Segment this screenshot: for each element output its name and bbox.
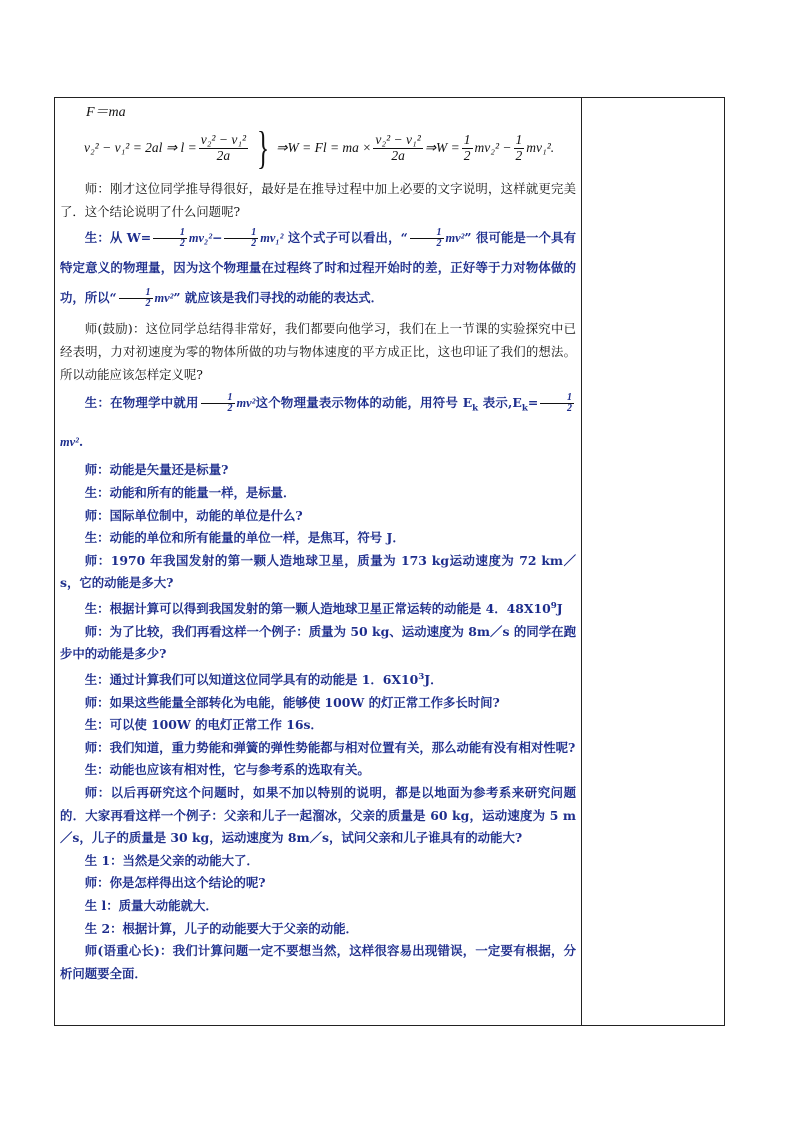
dialogue-line: 师：1970 年我国发射的第一颗人造地球卫星，质量为 173 kg运动速度为 72 km／s，它的动能是多大? [60, 552, 576, 591]
fraction-l: $\frac{\text{v₂² − v₁²}}{2a}$ [200, 132, 247, 163]
dialogue-line: 师：动能是矢量还是标量? [84, 462, 229, 478]
teacher-encouragement: 师(鼓励)：这位同学总结得非常好，我们都要向他学习，我们在上一节课的实验探究中已经表明，力对初速度为零的物体所做的功与物体速度的平方成正比，这也印证了我们的想法。所以动能应该怎样定义呢? [60, 321, 576, 382]
table-column-divider [581, 97, 582, 1026]
dialogue-line: 生：动能也应该有相对性，它与参考系的选取有关。 [84, 762, 370, 778]
dialogue-line: 生：可以使 100W 的电灯正常工作 16s． [84, 717, 323, 733]
lesson-content [60, 103, 576, 1018]
fraction-half-2: $\frac{1}{2}$ [515, 132, 523, 163]
fraction-ma: $\frac{\text{v₂² − v₁²}}{2a}$ [375, 132, 421, 163]
right-brace: } [257, 122, 270, 173]
dialogue-line: 师：我们知道，重力势能和弹簧的弹性势能都与相对位置有关，那么动能有没有相对性呢? [84, 739, 576, 755]
fraction-half-1: $\frac{1}{2}$ [463, 132, 471, 163]
dialogue-line: 师：以后再研究这个问题时，如果不加以特别的说明，都是以地面为参考系来研究问题的．大家再看这样一个例子：父亲和儿子一起溜冰，父亲的质量是 60 kg，运动速度为 5 m／s，儿子的质量是 30 kg，运动速度为 8m／s，试问父亲和儿子谁具有的动能大? [60, 785, 576, 846]
equation-derivation: v₂² − v₁² = 2al ⇒ l = $\frac{\text{v₂² − v₁²}}{2a}$ } ⇒W = Fl = ma × $\frac{\text{v₂² − v₁²}}{2a}$ ⇒W = $\frac{1}{2}$ mv₂² − $\frac{1}{2}$ mv₁². [84, 122, 555, 173]
dialogue-line: 师：为了比较，我们再看这样一个例子：质量为 50 kg、运动速度为 8m／s 的同学在跑步中的动能是多少? [60, 623, 576, 662]
student-definition: 生：在物理学中就用 $\frac{1}{2}$ mv²这个物理量表示物体的动能，用符号 $E_k$ 表示$,E_k=$ $\frac{1}{2}$ mv². [60, 391, 572, 450]
dialogue-line: 生 1：当然是父亲的动能大了． [84, 852, 259, 868]
dialogue-line: 师：国际单位制中，动能的单位是什么? [84, 507, 303, 523]
dialogue-line: 生：动能和所有的能量一样，是标量． [84, 485, 296, 501]
dialogue-line: 生：动能的单位和所有能量的单位一样，是焦耳，符号 J． [84, 530, 405, 546]
dialogue-line: 师：如果这些能量全部转化为电能，能够使 100W 的灯正常工作多长时间? [84, 694, 500, 710]
dialogue-line: 生：通过计算我们可以知道这位同学具有的动能是 1．$6X10^3J$． [84, 671, 443, 688]
dialogue-line: 生：根据计算可以得到我国发射的第一颗人造地球卫星正常运转的动能是 4．$48X10^9J$ [84, 601, 563, 617]
equation-newton: F＝ma [86, 105, 126, 120]
teacher-comment: 师：刚才这位同学推导得很好，最好是在推导过程中加上必要的文字说明，这样就更完美了．这个结论说明了什么问题呢? [60, 181, 576, 219]
dialogue-line: 生 2：根据计算，儿子的动能要大于父亲的动能． [84, 920, 358, 936]
dialogue-line: 师(语重心长)：我们计算问题一定不要想当然，这样很容易出现错误，一定要有根据，分析问题要全面． [60, 943, 576, 981]
student-derivation-remark: 生：从 W= $\frac{1}{2}$ mv₂²− $\frac{1}{2}$ mv₁² 这个式子可以看出，“ $\frac{1}{2}$ mv²” 很可能是一个具有特定意义的物理量，因为这个物理量在过程终了时和过程开始时的差，正好等于力对物体做的功，所以“ $\frac{1}{2}$ mv²” 就应该是我们寻找的动能的表达式． [60, 226, 576, 309]
dialogue-line: 师：你是怎样得出这个结论的呢? [84, 875, 266, 891]
dialogue-line: 生 l：质量大动能就大． [84, 898, 218, 913]
